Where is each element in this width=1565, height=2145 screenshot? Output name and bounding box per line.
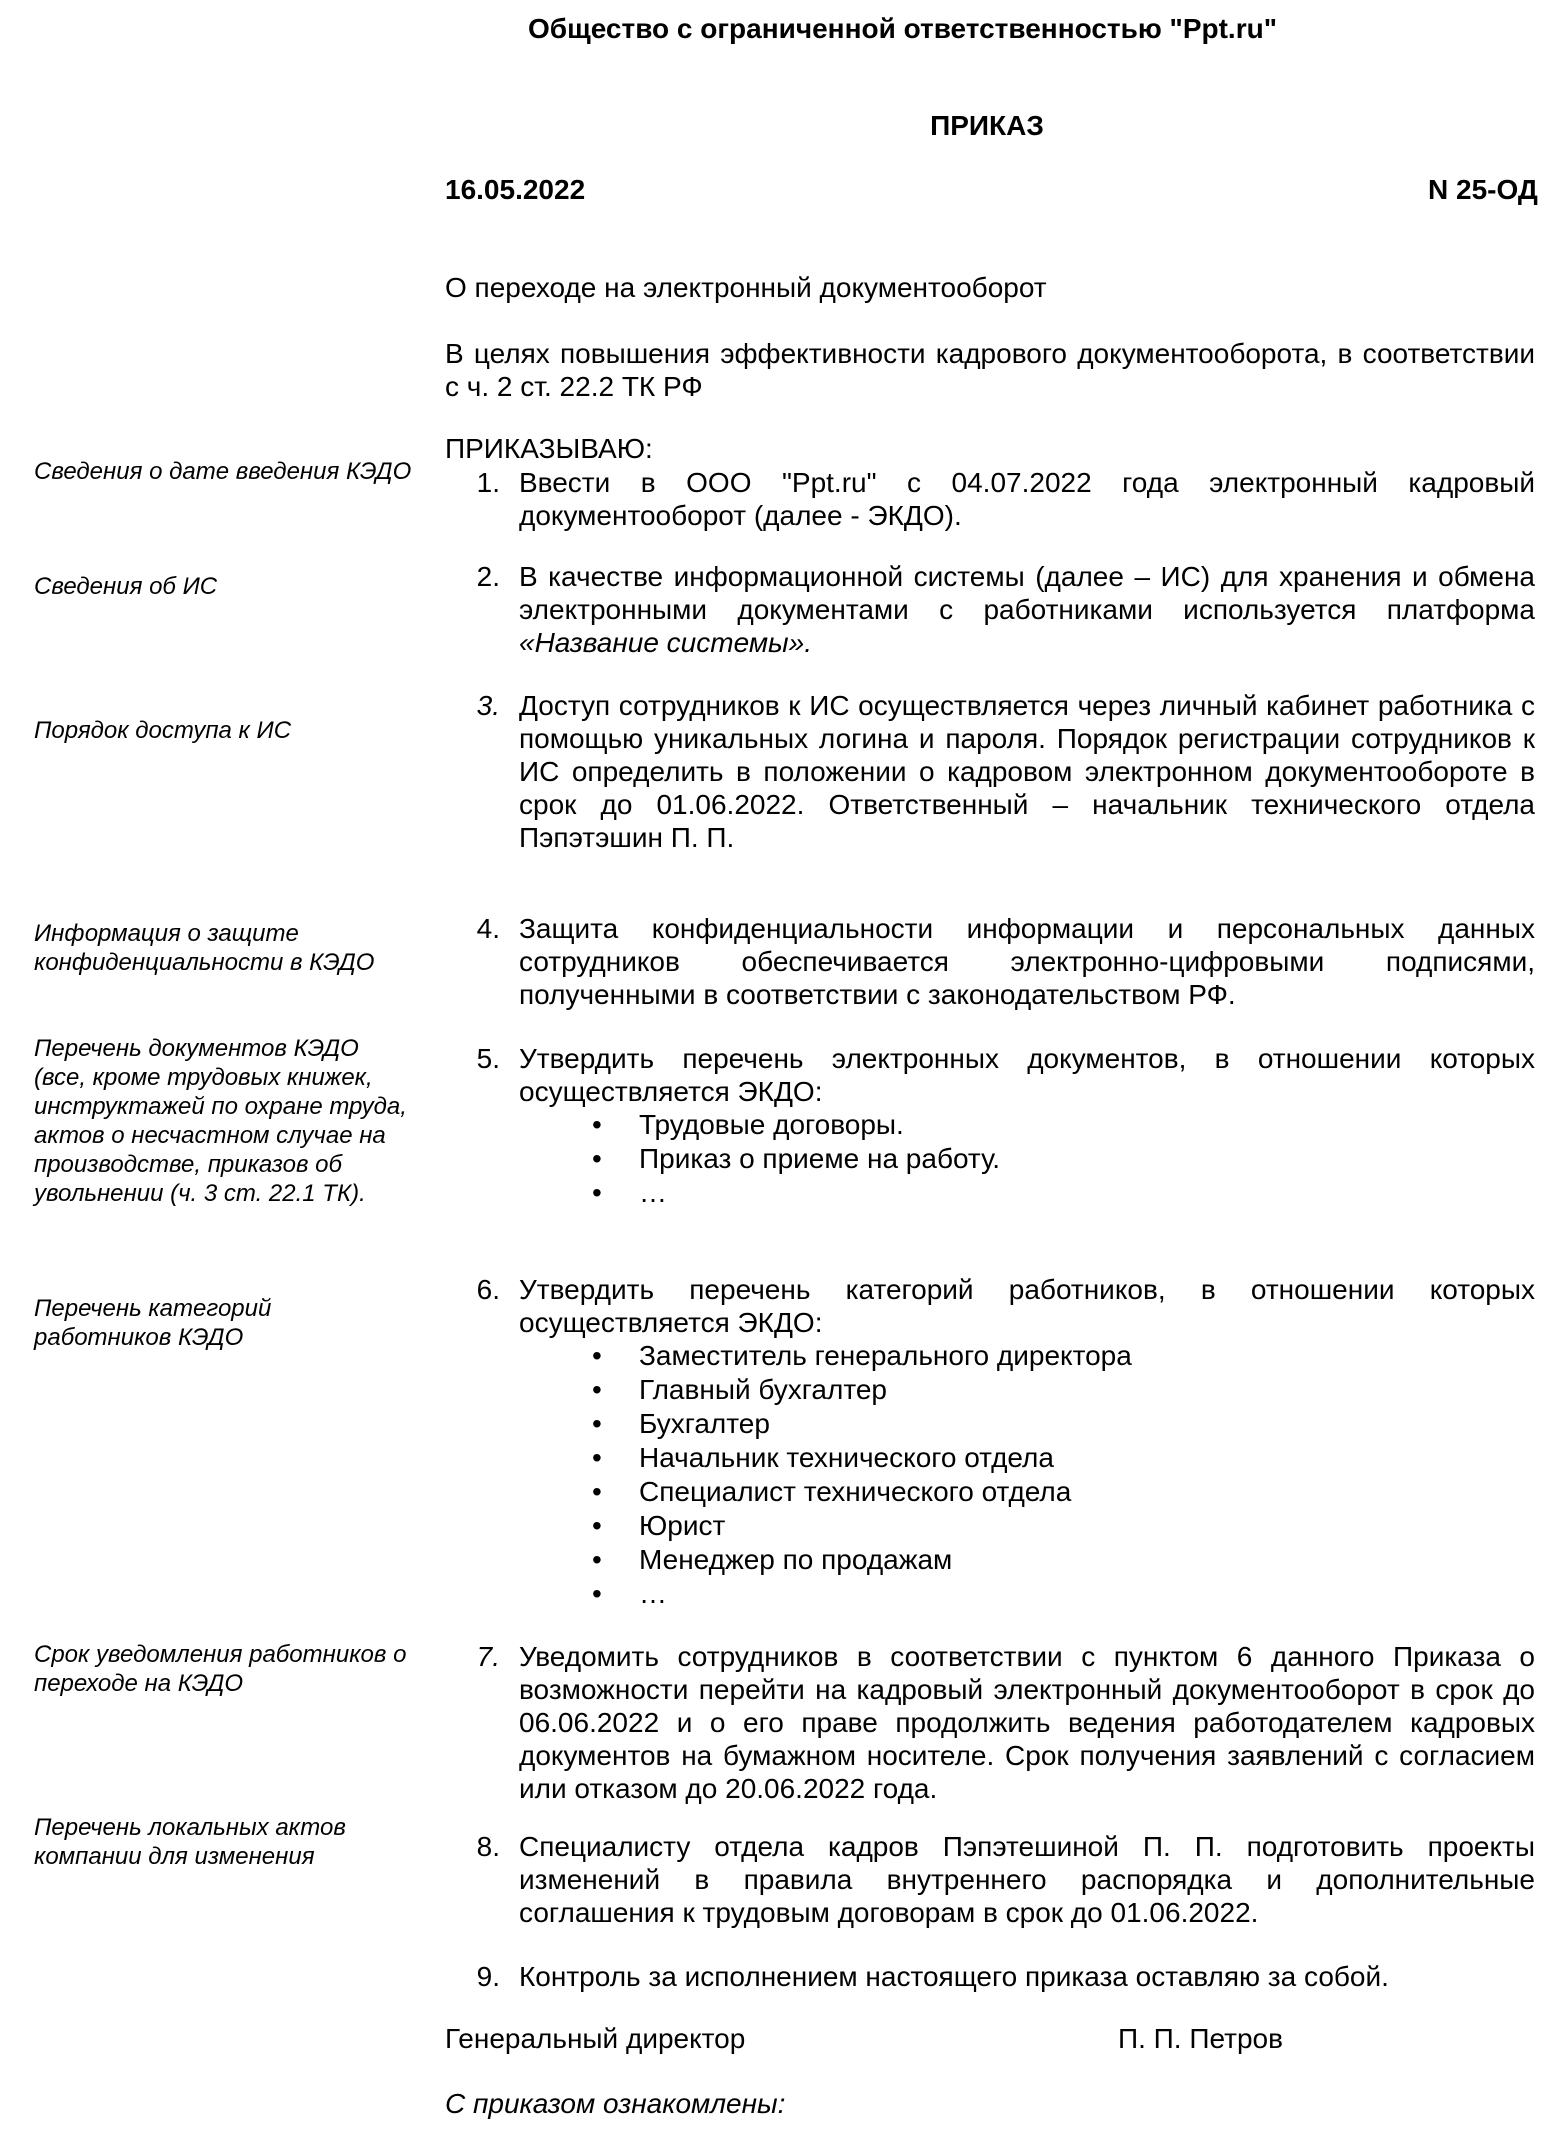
document-title: ПРИКАЗ: [930, 110, 1044, 141]
margin-note-documents: Перечень документов КЭДО (все, кроме трудовых книжек, инструктажей по охране труда, актов о несчастном случае на производстве, приказов об увольнении (ч. 3 ст. 22.1 ТК).: [34, 1035, 407, 1207]
item-text: Доступ сотрудников к ИС осуществляется через личный кабинет работника с помощью уникальных логина и пароля. Порядок регистрации сотрудников к ИС определить в положении о кадровом электронном документообороте в срок до 01.06.2022. Ответственный – начальник технического отдела Пэпэтэшин П. П.: [519, 690, 1535, 853]
item-text: Ввести в ООО "Ppt.ru" с 04.07.2022 года электронный кадровый документооборот (далее - ЭКДО).: [519, 467, 1535, 531]
order-item-8: [445, 1830, 1535, 1929]
signer-position: Генеральный директор: [445, 2023, 746, 2054]
order-item-1: [445, 466, 1535, 532]
item-number: 1.: [476, 467, 500, 498]
order-subject: О переходе на электронный документооборот: [445, 272, 1047, 303]
item-text: Уведомить сотрудников в соответствии с пунктом 6 данного Приказа о возможности перейти на кадровый электронный документооборот в срок до 06.06.2022 и о его праве продолжить ведения работодателем кадровых документов на бумажном носителе. Срок получения заявлений с согласием или отказом до 20.06.2022 года.: [519, 1641, 1535, 1804]
order-intro: В целях повышения эффективности кадрового документооборота, в соответствии с ч. 2 ст. 22.2 ТК РФ: [445, 338, 1535, 402]
item-text: Специалисту отдела кадров Пэпэтешиной П. П. подготовить проекты изменений в правила внутреннего распорядка и дополнительные соглашения к трудовым договорам в срок до 01.06.2022.: [519, 1831, 1535, 1928]
margin-note-date: Сведения о дате введения КЭДО: [34, 458, 412, 485]
list-item: • Начальник технического отдела: [592, 1442, 1054, 1473]
list-item: • Юрист: [592, 1510, 726, 1541]
bullet-icon: •: [592, 1374, 602, 1405]
signer-name: П. П. Петров: [1118, 2023, 1283, 2054]
list-item: • …: [592, 1578, 667, 1609]
item-number: 6.: [476, 1274, 500, 1305]
list-item: • Трудовые договоры.: [592, 1109, 904, 1140]
order-word: ПРИКАЗЫВАЮ:: [445, 433, 653, 464]
bullet-icon: •: [592, 1408, 602, 1439]
order-item-4: [445, 912, 1535, 1011]
bullet-icon: •: [592, 1578, 602, 1609]
item-text: Утвердить перечень категорий работников, в отношении которых осуществляется ЭКДО:: [519, 1274, 1535, 1338]
margin-note-system: Сведения об ИС: [34, 573, 218, 600]
order-item-9: [445, 1960, 1535, 1993]
bullet-icon: •: [592, 1510, 602, 1541]
bullet-icon: •: [592, 1442, 602, 1473]
list-item: • Заместитель генерального директора: [592, 1340, 1132, 1371]
bullet-icon: •: [592, 1109, 602, 1140]
margin-note-notification: Срок уведомления работников о переходе на КЭДО: [34, 1641, 407, 1697]
list-item: • Бухгалтер: [592, 1408, 770, 1439]
categories-list: [445, 1339, 1535, 1611]
bullet-icon: •: [592, 1544, 602, 1575]
list-item: • Главный бухгалтер: [592, 1374, 887, 1405]
item-number: 4.: [476, 913, 500, 944]
documents-list: [445, 1108, 1535, 1210]
order-item-3: [445, 689, 1535, 854]
margin-note-protection: Информация о защите конфиденциальности в КЭДО: [34, 920, 375, 976]
item-number: 7.: [476, 1641, 500, 1672]
order-date: 16.05.2022: [445, 174, 586, 205]
item-number: 5.: [476, 1043, 500, 1074]
organization-name: Общество с ограниченной ответственностью "Ppt.ru": [528, 13, 1277, 44]
item-text: Контроль за исполнением настоящего приказа оставляю за собой.: [519, 1961, 1389, 1992]
order-number: N 25-ОД: [1428, 174, 1538, 205]
margin-note-categories: Перечень категорий работников КЭДО: [34, 1295, 272, 1351]
order-item-5: [445, 1042, 1535, 1210]
bullet-icon: •: [592, 1143, 602, 1174]
list-item: • Приказ о приеме на работу.: [592, 1143, 1001, 1174]
acknowledgement-line: С приказом ознакомлены:: [445, 2088, 786, 2119]
bullet-icon: •: [592, 1177, 602, 1208]
list-item: • Менеджер по продажам: [592, 1544, 953, 1575]
margin-note-access: Порядок доступа к ИС: [34, 717, 292, 744]
order-item-2: [445, 560, 1535, 659]
order-item-6: [445, 1273, 1535, 1611]
item-number: 9.: [476, 1961, 500, 1992]
item-text: Защита конфиденциальности информации и персональных данных сотрудников обеспечивается электронно-цифровыми подписями, полученными в соответствии с законодательством РФ.: [519, 913, 1535, 1010]
item-text: Утвердить перечень электронных документов, в отношении которых осуществляется ЭКДО:: [519, 1043, 1535, 1107]
list-item: • …: [592, 1177, 667, 1208]
bullet-icon: •: [592, 1340, 602, 1371]
bullet-icon: •: [592, 1476, 602, 1507]
item-text-main: В качестве информационной системы (далее – ИС) для хранения и обмена электронными документами с работниками используется платформа: [519, 561, 1535, 625]
item-number: 3.: [476, 690, 500, 721]
system-name: «Название системы».: [519, 627, 812, 658]
item-text: [519, 560, 1535, 659]
order-item-7: [445, 1640, 1535, 1805]
item-number: 2.: [476, 561, 500, 592]
item-number: 8.: [476, 1831, 500, 1862]
margin-note-local-acts: Перечень локальных актов компании для изменения: [34, 1814, 346, 1870]
list-item: • Специалист технического отдела: [592, 1476, 1072, 1507]
